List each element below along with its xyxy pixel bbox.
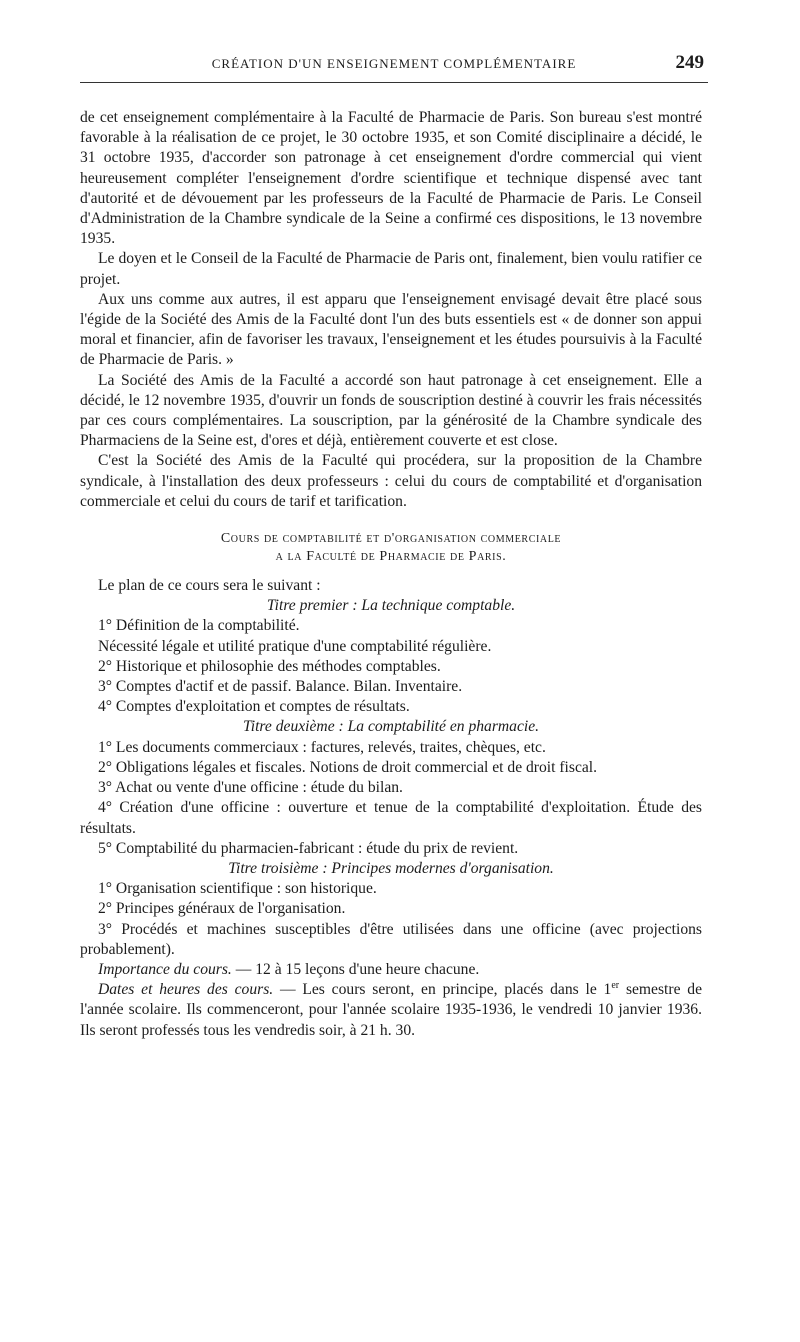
titre3-item: 3° Procédés et machines susceptibles d'être utilisées dans une officine (avec projections probablement). — [80, 920, 702, 958]
page-number: 249 — [675, 52, 704, 73]
dates-paragraph — [80, 980, 702, 1041]
titre2-item: 4° Création d'une officine : ouverture et tenue de la comptabilité d'exploitation. Étude des résultats. — [80, 799, 702, 837]
titre-premier-heading: Titre premier : La technique comptable. — [266, 597, 516, 615]
titre2-item: 5° Comptabilité du pharmacien-fabricant : étude du prix de revient. — [98, 839, 519, 857]
titre-deuxieme-heading: Titre deuxième : La comptabilité en pharmacie. — [242, 718, 540, 736]
titre1-item: 3° Comptes d'actif et de passif. Balance. Bilan. Inventaire. — [98, 678, 463, 696]
titre3-item: 1° Organisation scientifique : son historique. — [98, 880, 377, 898]
titre3-item: 2° Principes généraux de l'organisation. — [98, 900, 346, 918]
dates-text-b: semestre de l'année scolaire. Ils commenceront, pour l'année scolaire 1935-1936, le vendredi 10 janvier 1936. Ils seront professés tous les vendredis soir, à 21 h. 30. — [80, 981, 703, 1039]
dates-text-a: — Les cours seront, en principe, placés dans le 1 — [273, 981, 612, 999]
importance-paragraph — [80, 960, 702, 980]
paragraph-2: Le doyen et le Conseil de la Faculté de Pharmacie de Paris ont, finalement, bien voulu ratifier ce projet. — [80, 250, 702, 288]
dates-superscript: er — [611, 979, 620, 991]
titre2-item: 3° Achat ou vente d'une officine : étude du bilan. — [98, 779, 403, 797]
titre1-item: 1° Définition de la comptabilité. — [98, 617, 300, 635]
section-heading-line-1: Cours de comptabilité et d'organisation commerciale — [220, 531, 562, 547]
titre-troisieme-heading: Titre troisième : Principes modernes d'organisation. — [228, 859, 554, 877]
plan-intro: Le plan de ce cours sera le suivant : — [98, 577, 321, 595]
paragraph-1: de cet enseignement complémentaire à la Faculté de Pharmacie de Paris. Son bureau s'est montré favorable à la réalisation de ce projet, le 30 octobre 1935, et son Comité disciplinaire a décidé, le 31 octobre 1935, d'accorder son patronage à cet enseignement d'ordre commercial qui vient heureusement compléter l'enseignement d'ordre scientifique et technique dispensé avec tant d'autorité et de dévouement par les professeurs de la Faculté de Pharmacie de Paris. Le Conseil d'Administration de la Chambre syndicale de la Seine a confirmé ces dispositions, le 13 novembre 1935. — [80, 109, 702, 248]
header-rule — [80, 82, 708, 83]
section-heading-line-2: a la Faculté de Pharmacie de Paris. — [275, 549, 507, 565]
page-header — [80, 52, 708, 78]
titre1-item: 2° Historique et philosophie des méthodes comptables. — [98, 657, 441, 675]
section-heading — [80, 530, 702, 566]
importance-text: — 12 à 15 leçons d'une heure chacune. — [231, 960, 480, 978]
titre1-item: 4° Comptes d'exploitation et comptes de résultats. — [98, 698, 410, 716]
titre2-item: 2° Obligations légales et fiscales. Notions de droit commercial et de droit fiscal. — [98, 758, 598, 776]
dates-label: Dates et heures des cours. — [98, 981, 274, 999]
paragraph-5: C'est la Société des Amis de la Faculté qui procédera, sur la proposition de la Chambre syndicale, à l'installation des deux professeurs : celui du cours de comptabilité et d'organisation commerciale et celui du cours de tarif et tarification. — [80, 452, 702, 510]
titre2-item: 1° Les documents commerciaux : factures, relevés, traites, chèques, etc. — [98, 738, 546, 756]
body-text — [80, 108, 702, 1041]
importance-label: Importance du cours. — [98, 960, 232, 978]
paragraph-3: Aux uns comme aux autres, il est apparu que l'enseignement envisagé devait être placé sous l'égide de la Société des Amis de la Faculté dont l'un des buts essentiels est « de donner son appui moral et financier, afin de favoriser les travaux, l'enseignement et les études poursuivis à la Faculté de Pharmacie de Paris. » — [80, 290, 702, 369]
titre1-item: Nécessité légale et utilité pratique d'une comptabilité régulière. — [98, 637, 492, 655]
paragraph-4: La Société des Amis de la Faculté a accordé son haut patronage à cet enseignement. Elle a décidé, le 12 novembre 1935, d'ouvrir un fonds de souscription destiné à couvrir les frais nécessités par ces cours complémentaires. La souscription, par la générosité de la Chambre syndicale des Pharmaciens de la Seine est, d'ores et déjà, entièrement couverte et est close. — [80, 371, 702, 450]
running-title: CRÉATION D'UN ENSEIGNEMENT COMPLÉMENTAIRE — [211, 56, 577, 71]
